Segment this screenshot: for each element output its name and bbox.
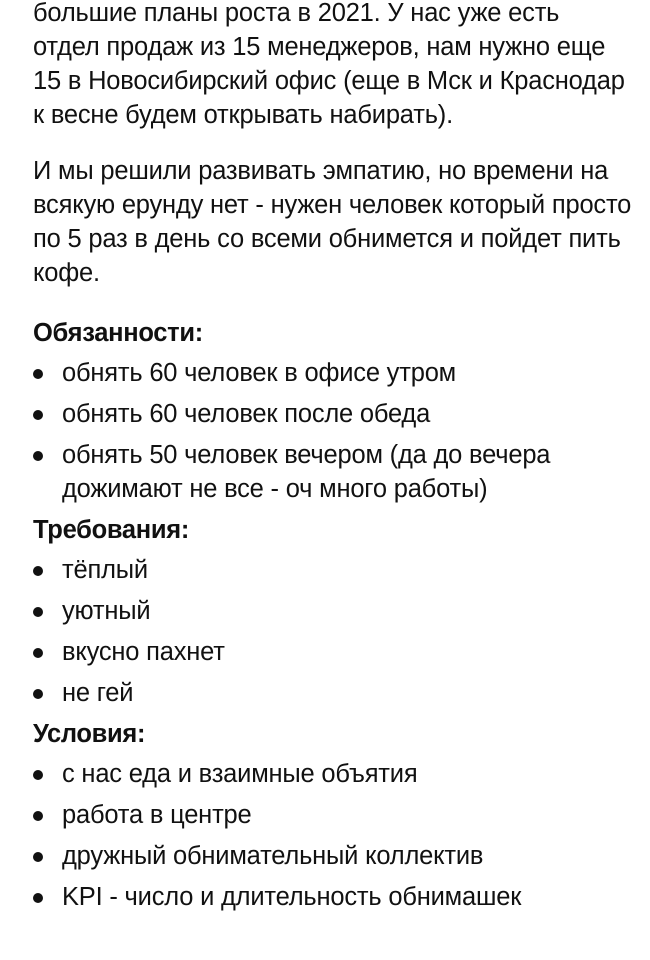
duties-title: Обязанности: <box>33 319 203 347</box>
bullet-icon <box>33 410 43 420</box>
bullet-icon <box>33 893 43 903</box>
list-item-text: обнять 60 человек после обеда <box>62 400 431 428</box>
intro-paragraph: большие планы роста в 2021. У нас уже есть отдел продаж из 15 менеджеров, нам нужно еще 15 в Новосибирский офис (еще в Мск и Краснодар к весне будем открывать набирать). <box>33 0 625 129</box>
list-item-text: тёплый <box>62 556 148 584</box>
list-item <box>33 635 632 669</box>
list-item-text: обнять 60 человек в офисе утром <box>62 359 457 387</box>
bullet-icon <box>33 451 43 461</box>
list-item <box>33 839 632 873</box>
list-item <box>33 397 632 431</box>
bullet-icon <box>33 852 43 862</box>
list-item-text: работа в центре <box>62 801 252 829</box>
requirements-list <box>33 553 632 710</box>
list-item-text: с нас еда и взаимные объятия <box>62 760 418 788</box>
bullet-icon <box>33 607 43 617</box>
bullet-icon <box>33 811 43 821</box>
bullet-icon <box>33 689 43 699</box>
bullet-icon <box>33 648 43 658</box>
list-item <box>33 594 632 628</box>
bullet-icon <box>33 369 43 379</box>
empathy-paragraph: И мы решили развивать эмпатию, но времени на всякую ерунду нет - нужен человек который просто по 5 раз в день со всеми обнимется и пойдет пить кофе. <box>33 157 632 287</box>
list-item <box>33 356 632 390</box>
list-item-text: KPI - число и длительность обнимашек <box>62 883 522 911</box>
list-item-text: не гей <box>62 679 134 707</box>
bullet-icon <box>33 566 43 576</box>
list-item <box>33 553 632 587</box>
list-item <box>33 676 632 710</box>
list-item <box>33 880 632 914</box>
list-item-text: уютный <box>62 597 151 625</box>
conditions-list <box>33 757 632 914</box>
list-item-text: дружный обнимательный коллектив <box>62 842 484 870</box>
list-item <box>33 438 632 506</box>
list-item <box>33 798 632 832</box>
duties-list <box>33 356 632 506</box>
requirements-title: Требования: <box>33 516 190 544</box>
list-item <box>33 757 632 791</box>
bullet-icon <box>33 770 43 780</box>
conditions-title: Условия: <box>33 720 146 748</box>
list-item-text: вкусно пахнет <box>62 638 225 666</box>
list-item-text: обнять 50 человек вечером (да до вечера дожимают не все - оч много работы) <box>62 441 551 503</box>
